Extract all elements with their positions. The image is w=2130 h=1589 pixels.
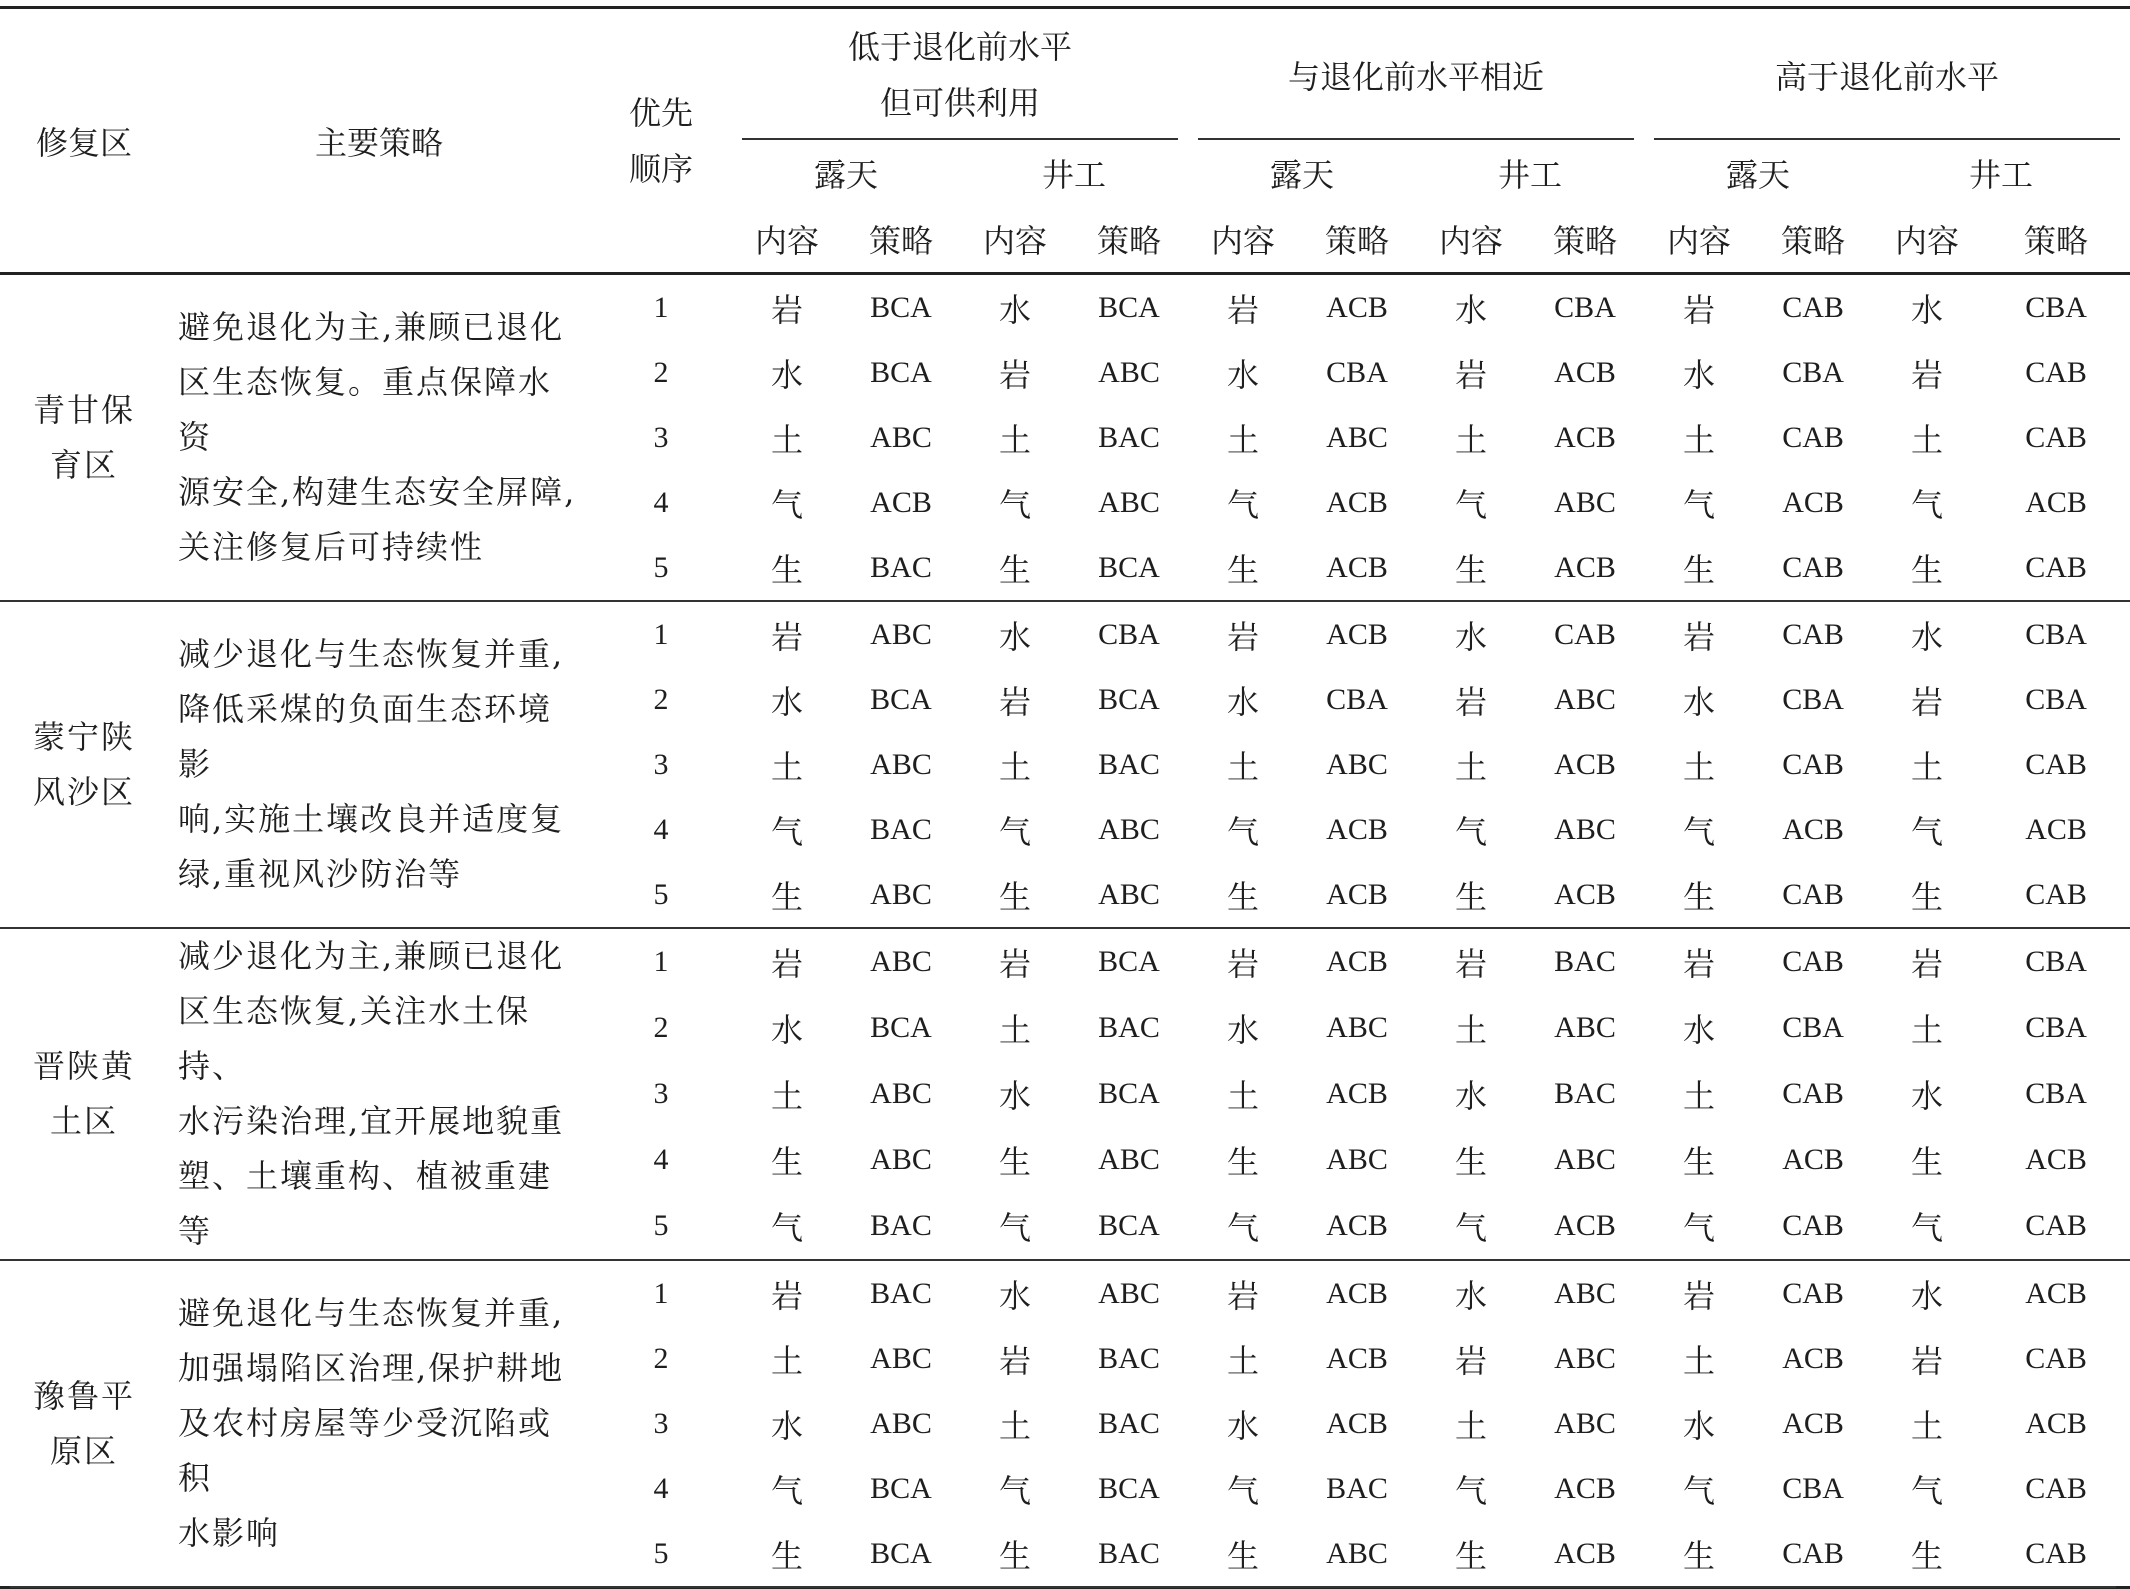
strategy-code: ACB xyxy=(1326,485,1388,519)
content-cell: 岩 xyxy=(1683,290,1716,329)
priority-order: 1 xyxy=(653,1276,669,1310)
strategy-code: ACB xyxy=(870,485,932,519)
strategy-code: ACB xyxy=(1326,290,1388,324)
priority-order: 4 xyxy=(653,1471,669,1505)
strategy-code: ACB xyxy=(1526,862,1644,928)
header-content: 内容 xyxy=(982,222,1047,260)
table-body xyxy=(0,274,2130,1588)
restoration-strategy-table xyxy=(0,6,2130,1589)
content-cell: 生 xyxy=(1227,1142,1260,1181)
content-cell: 岩 xyxy=(770,945,803,983)
content-cell: 生 xyxy=(1644,1521,1754,1588)
strategy-code: BCA xyxy=(870,682,932,716)
header-underground: 井工 xyxy=(1416,140,1644,206)
strategy-code: BCA xyxy=(1098,1076,1160,1110)
content-cell: 气 xyxy=(770,485,803,524)
strategy-code: ABC xyxy=(1554,1010,1616,1044)
content-cell: 气 xyxy=(1227,485,1260,524)
content-cell: 土 xyxy=(1227,420,1260,459)
content-cell: 生 xyxy=(1188,1521,1298,1588)
strategy-code: ABC xyxy=(1070,862,1188,928)
header-open-pit: 露天 xyxy=(732,140,960,206)
header-strat: 策略 xyxy=(868,222,933,260)
strategy-code: CAB xyxy=(1982,535,2130,601)
priority-order: 5 xyxy=(590,1193,732,1260)
strategy-code: CAB xyxy=(1782,1276,1844,1310)
priority-order: 1 xyxy=(653,290,669,324)
strategy-code: ABC xyxy=(870,1406,932,1440)
content-cell: 气 xyxy=(1911,485,1944,524)
content-cell: 岩 xyxy=(1455,682,1488,721)
priority-order: 3 xyxy=(653,1406,669,1440)
header-content: 内容 xyxy=(1211,222,1276,260)
strategy-code: BAC xyxy=(870,812,932,846)
content-cell: 气 xyxy=(998,485,1031,524)
content-cell: 水 xyxy=(998,1076,1031,1115)
content-cell: 土 xyxy=(770,420,803,459)
content-cell: 生 xyxy=(960,862,1070,928)
content-cell: 土 xyxy=(1227,1076,1260,1115)
content-cell: 岩 xyxy=(770,617,803,656)
strategy-code: BAC xyxy=(1098,1010,1160,1044)
content-cell: 岩 xyxy=(1683,1276,1716,1315)
content-cell: 生 xyxy=(1911,1142,1944,1181)
strategy-code: CAB xyxy=(1982,862,2130,928)
priority-order: 2 xyxy=(653,355,669,389)
strategy-code: ABC xyxy=(870,747,932,781)
strategy-code: ACB xyxy=(2025,1142,2087,1176)
content-cell: 岩 xyxy=(770,1276,803,1315)
content-cell: 土 xyxy=(1911,420,1944,459)
strategy-code: CAB xyxy=(1754,1193,1872,1260)
strategy-code: ACB xyxy=(1782,485,1844,519)
content-cell: 气 xyxy=(960,1193,1070,1260)
content-cell: 气 xyxy=(1872,1193,1982,1260)
strategy-code: ABC xyxy=(1298,1521,1416,1588)
strategy-code: BAC xyxy=(1554,945,1616,978)
content-cell: 岩 xyxy=(1911,355,1944,394)
strategy-code: CBA xyxy=(1782,682,1844,716)
header-region: 修复区 xyxy=(0,8,168,274)
content-cell: 生 xyxy=(1455,1142,1488,1181)
table-row xyxy=(0,1260,2130,1326)
strategy-code: ACB xyxy=(1526,1521,1644,1588)
content-cell: 岩 xyxy=(1455,1341,1488,1380)
content-cell: 水 xyxy=(1455,1076,1488,1115)
content-cell: 气 xyxy=(1455,812,1488,851)
strategy-code: BCA xyxy=(1070,535,1188,601)
strategy-code: BCA xyxy=(870,290,932,324)
strategy-code: CBA xyxy=(2025,617,2087,651)
content-cell: 岩 xyxy=(1911,1341,1944,1380)
strategy-code: ACB xyxy=(1298,535,1416,601)
strategy-code: CAB xyxy=(1782,945,1844,978)
content-cell: 水 xyxy=(1455,1276,1488,1315)
content-cell: 气 xyxy=(1455,485,1488,524)
content-cell: 气 xyxy=(1416,1193,1526,1260)
content-cell: 水 xyxy=(1227,355,1260,394)
region-name: 晋陕黄 土区 xyxy=(0,928,168,1260)
region-name: 豫鲁平 原区 xyxy=(0,1260,168,1588)
strategy-code: BAC xyxy=(842,1193,960,1260)
strategy-code: ABC xyxy=(870,1142,932,1176)
content-cell: 生 xyxy=(1872,1521,1982,1588)
header-strat: 策略 xyxy=(1325,222,1390,260)
strategy-code: ABC xyxy=(1326,1142,1388,1176)
strategy-code: BAC xyxy=(842,535,960,601)
strategy-code: BCA xyxy=(842,1521,960,1588)
content-cell: 岩 xyxy=(998,945,1031,983)
strategy-code: CAB xyxy=(1782,1076,1844,1110)
strategy-code: CBA xyxy=(2025,682,2087,716)
content-cell: 气 xyxy=(770,1471,803,1510)
strategy-code: BAC xyxy=(1098,420,1160,454)
content-cell: 土 xyxy=(1683,420,1716,459)
strategy-code: ACB xyxy=(1326,1276,1388,1310)
content-cell: 生 xyxy=(1416,862,1526,928)
content-cell: 土 xyxy=(770,747,803,786)
strategy-code: ABC xyxy=(1098,812,1160,846)
content-cell: 水 xyxy=(1455,290,1488,329)
strategy-code: ACB xyxy=(1554,747,1616,781)
header-strat: 策略 xyxy=(1553,222,1618,260)
content-cell: 生 xyxy=(1416,1521,1526,1588)
main-strategy: 减少退化为主,兼顾已退化 区生态恢复,关注水土保持、 水污染治理,宜开展地貌重 塑、土壤重构、植被重建等 xyxy=(168,928,590,1260)
content-cell: 水 xyxy=(1683,1010,1716,1049)
content-cell: 气 xyxy=(1911,1471,1944,1510)
content-cell: 生 xyxy=(960,1521,1070,1588)
content-cell: 土 xyxy=(998,1406,1031,1445)
strategy-code: ABC xyxy=(1326,747,1388,781)
content-cell: 水 xyxy=(998,290,1031,329)
table-row xyxy=(0,928,2130,995)
strategy-code: CAB xyxy=(1754,1521,1872,1588)
strategy-code: CBA xyxy=(1782,1471,1844,1505)
content-cell: 水 xyxy=(1911,617,1944,656)
content-cell: 水 xyxy=(1683,355,1716,394)
strategy-code: CBA xyxy=(2025,945,2087,978)
content-cell: 土 xyxy=(1455,1406,1488,1445)
strategy-code: ABC xyxy=(1554,1142,1616,1176)
content-cell: 气 xyxy=(1683,812,1716,851)
strategy-code: ACB xyxy=(1782,812,1844,846)
content-cell: 气 xyxy=(732,1193,842,1260)
strategy-code: ACB xyxy=(2025,485,2087,519)
content-cell: 土 xyxy=(1455,1010,1488,1049)
strategy-code: CAB xyxy=(1782,747,1844,781)
strategy-code: CAB xyxy=(1782,290,1844,324)
strategy-code: ABC xyxy=(842,862,960,928)
priority-order: 3 xyxy=(653,420,669,454)
strategy-code: ABC xyxy=(1098,1142,1160,1176)
content-cell: 土 xyxy=(770,1341,803,1380)
content-cell: 水 xyxy=(1227,682,1260,721)
strategy-code: CAB xyxy=(1982,1521,2130,1588)
strategy-code: BAC xyxy=(1070,1521,1188,1588)
strategy-code: ABC xyxy=(1098,1276,1160,1310)
strategy-code: ACB xyxy=(1326,945,1388,978)
content-cell: 水 xyxy=(1683,682,1716,721)
content-cell: 气 xyxy=(1644,1193,1754,1260)
priority-order: 5 xyxy=(590,1521,732,1588)
strategy-code: ABC xyxy=(1554,682,1616,716)
content-cell: 水 xyxy=(770,1406,803,1445)
main-strategy: 避免退化为主,兼顾已退化 区生态恢复。重点保障水资 源安全,构建生态安全屏障, 关注修复后可持续性 xyxy=(168,274,590,602)
header-content: 内容 xyxy=(754,222,819,260)
content-cell: 水 xyxy=(770,355,803,394)
strategy-code: ABC xyxy=(870,420,932,454)
strategy-code: ACB xyxy=(1782,1341,1844,1375)
priority-order: 4 xyxy=(653,1142,669,1176)
header-order: 优先 顺序 xyxy=(590,8,732,274)
content-cell: 生 xyxy=(1683,1142,1716,1181)
content-cell: 生 xyxy=(1188,862,1298,928)
content-cell: 气 xyxy=(1227,812,1260,851)
priority-order: 3 xyxy=(653,747,669,781)
header-strat: 策略 xyxy=(2024,222,2089,260)
content-cell: 气 xyxy=(1683,1471,1716,1510)
header-open-pit: 露天 xyxy=(1188,140,1416,206)
content-cell: 水 xyxy=(1683,1406,1716,1445)
content-cell: 土 xyxy=(1455,420,1488,459)
strategy-code: CBA xyxy=(1326,355,1388,389)
content-cell: 生 xyxy=(732,862,842,928)
strategy-code: BAC xyxy=(1098,747,1160,781)
table-row xyxy=(0,274,2130,341)
content-cell: 水 xyxy=(1911,290,1944,329)
header-strat: 策略 xyxy=(1097,222,1162,260)
content-cell: 土 xyxy=(1911,747,1944,786)
strategy-code: ACB xyxy=(1526,1193,1644,1260)
strategy-code: CBA xyxy=(2025,1010,2087,1044)
header-content: 内容 xyxy=(1439,222,1504,260)
strategy-code: ACB xyxy=(1298,1193,1416,1260)
content-cell: 岩 xyxy=(998,355,1031,394)
strategy-code: ABC xyxy=(870,1341,932,1375)
content-cell: 土 xyxy=(1227,747,1260,786)
content-cell: 生 xyxy=(732,1521,842,1588)
content-cell: 气 xyxy=(1911,812,1944,851)
strategy-code: CAB xyxy=(1754,862,1872,928)
content-cell: 岩 xyxy=(998,1341,1031,1380)
content-cell: 土 xyxy=(1683,1076,1716,1115)
strategy-code: ABC xyxy=(1326,420,1388,454)
content-cell: 岩 xyxy=(1683,617,1716,656)
strategy-code: ABC xyxy=(1554,1341,1616,1375)
content-cell: 岩 xyxy=(1911,945,1944,983)
strategy-code: ACB xyxy=(1554,355,1616,389)
content-cell: 生 xyxy=(1872,862,1982,928)
content-cell: 生 xyxy=(960,535,1070,601)
content-cell: 气 xyxy=(1683,485,1716,524)
header-underground: 井工 xyxy=(960,140,1188,206)
strategy-code: CAB xyxy=(2025,747,2087,781)
strategy-code: ABC xyxy=(1098,355,1160,389)
content-cell: 土 xyxy=(1911,1010,1944,1049)
strategy-code: BCA xyxy=(1098,290,1160,324)
content-cell: 气 xyxy=(770,812,803,851)
strategy-code: CBA xyxy=(1098,617,1160,651)
priority-order: 5 xyxy=(590,862,732,928)
content-cell: 岩 xyxy=(1455,945,1488,983)
strategy-code: CAB xyxy=(1782,420,1844,454)
content-cell: 土 xyxy=(770,1076,803,1115)
content-cell: 土 xyxy=(998,420,1031,459)
main-strategy: 避免退化与生态恢复并重, 加强塌陷区治理,保护耕地 及农村房屋等少受沉陷或积 水影响 xyxy=(168,1260,590,1588)
content-cell: 生 xyxy=(1188,535,1298,601)
strategy-code: ACB xyxy=(1782,1142,1844,1176)
content-cell: 生 xyxy=(1416,535,1526,601)
content-cell: 土 xyxy=(1683,1341,1716,1380)
strategy-code: CBA xyxy=(2025,1076,2087,1110)
content-cell: 气 xyxy=(998,812,1031,851)
priority-order: 3 xyxy=(653,1076,669,1110)
strategy-code: ACB xyxy=(1554,1471,1616,1505)
strategy-code: CBA xyxy=(1782,355,1844,389)
content-cell: 水 xyxy=(998,1276,1031,1315)
strategy-code: ACB xyxy=(1326,1341,1388,1375)
content-cell: 生 xyxy=(1872,535,1982,601)
strategy-code: ABC xyxy=(1554,1406,1616,1440)
content-cell: 生 xyxy=(1644,862,1754,928)
strategy-code: ABC xyxy=(1554,812,1616,846)
strategy-code: BAC xyxy=(1098,1341,1160,1375)
strategy-code: BCA xyxy=(870,1471,932,1505)
strategy-code: CAB xyxy=(1554,617,1616,651)
strategy-code: ACB xyxy=(1526,535,1644,601)
content-cell: 水 xyxy=(770,1010,803,1049)
priority-order: 2 xyxy=(653,1010,669,1044)
header-above-baseline: 高于退化前水平 xyxy=(1644,8,2130,141)
strategy-code: CAB xyxy=(1754,535,1872,601)
strategy-code: BAC xyxy=(870,1276,932,1310)
content-cell: 岩 xyxy=(770,290,803,329)
content-cell: 岩 xyxy=(1227,290,1260,329)
main-strategy: 减少退化与生态恢复并重, 降低采煤的负面生态环境影 响,实施土壤改良并适度复 绿,重视风沙防治等 xyxy=(168,601,590,928)
strategy-code: ACB xyxy=(1326,1076,1388,1110)
content-cell: 生 xyxy=(1644,535,1754,601)
strategy-code: BCA xyxy=(870,355,932,389)
strategy-code: BAC xyxy=(1554,1076,1616,1110)
content-cell: 水 xyxy=(998,617,1031,656)
content-cell: 土 xyxy=(1911,1406,1944,1445)
content-cell: 水 xyxy=(770,682,803,721)
region-name: 蒙宁陕 风沙区 xyxy=(0,601,168,928)
table-row xyxy=(0,601,2130,667)
content-cell: 土 xyxy=(998,1010,1031,1049)
header-strategy: 主要策略 xyxy=(168,8,590,274)
strategy-code: ABC xyxy=(870,1076,932,1110)
content-cell: 岩 xyxy=(998,682,1031,721)
strategy-code: ABC xyxy=(1098,485,1160,519)
content-cell: 水 xyxy=(1227,1406,1260,1445)
content-cell: 水 xyxy=(1911,1076,1944,1115)
strategy-code: ACB xyxy=(1326,1406,1388,1440)
strategy-code: ABC xyxy=(1554,1276,1616,1310)
priority-order: 1 xyxy=(653,945,669,978)
strategy-code: CBA xyxy=(1326,682,1388,716)
strategy-code: CAB xyxy=(2025,420,2087,454)
content-cell: 生 xyxy=(770,1142,803,1181)
content-cell: 岩 xyxy=(1911,682,1944,721)
strategy-code: CBA xyxy=(1782,1010,1844,1044)
strategy-code: CAB xyxy=(2025,355,2087,389)
strategy-code: BCA xyxy=(1098,945,1160,978)
content-cell: 土 xyxy=(998,747,1031,786)
content-cell: 岩 xyxy=(1683,945,1716,983)
strategy-code: BCA xyxy=(1098,682,1160,716)
priority-order: 2 xyxy=(653,682,669,716)
header-near-baseline: 与退化前水平相近 xyxy=(1188,8,1644,141)
content-cell: 气 xyxy=(1188,1193,1298,1260)
strategy-code: ACB xyxy=(1554,420,1616,454)
priority-order: 5 xyxy=(590,535,732,601)
content-cell: 气 xyxy=(1227,1471,1260,1510)
strategy-code: BCA xyxy=(1098,1471,1160,1505)
strategy-code: ABC xyxy=(1554,485,1616,519)
strategy-code: BCA xyxy=(870,1010,932,1044)
header-strat: 策略 xyxy=(1781,222,1846,260)
priority-order: 4 xyxy=(653,485,669,519)
content-cell: 水 xyxy=(1911,1276,1944,1315)
table-header xyxy=(0,8,2130,274)
strategy-code: CBA xyxy=(1554,290,1616,324)
strategy-code: ACB xyxy=(1298,862,1416,928)
content-cell: 土 xyxy=(1683,747,1716,786)
header-underground: 井工 xyxy=(1872,140,2130,206)
strategy-code: ACB xyxy=(2025,1406,2087,1440)
strategy-code: CAB xyxy=(1982,1193,2130,1260)
strategy-code: CAB xyxy=(2025,1471,2087,1505)
priority-order: 4 xyxy=(653,812,669,846)
strategy-code: CBA xyxy=(2025,290,2087,324)
priority-order: 2 xyxy=(653,1341,669,1375)
strategy-code: ABC xyxy=(870,617,932,651)
header-open-pit: 露天 xyxy=(1644,140,1872,206)
strategy-code: BAC xyxy=(1326,1471,1388,1505)
content-cell: 生 xyxy=(732,535,842,601)
content-cell: 气 xyxy=(1455,1471,1488,1510)
priority-order: 1 xyxy=(653,617,669,651)
content-cell: 岩 xyxy=(1227,1276,1260,1315)
content-cell: 岩 xyxy=(1227,617,1260,656)
strategy-code: CAB xyxy=(2025,1341,2087,1375)
header-content: 内容 xyxy=(1895,222,1960,260)
strategy-code: ABC xyxy=(1326,1010,1388,1044)
content-cell: 岩 xyxy=(1227,945,1260,983)
strategy-code: ACB xyxy=(1326,812,1388,846)
content-cell: 生 xyxy=(998,1142,1031,1181)
content-cell: 水 xyxy=(1455,617,1488,656)
strategy-code: ACB xyxy=(1326,617,1388,651)
strategy-code: CAB xyxy=(1782,617,1844,651)
content-cell: 土 xyxy=(1455,747,1488,786)
strategy-code: BCA xyxy=(1070,1193,1188,1260)
strategy-code: BAC xyxy=(1098,1406,1160,1440)
content-cell: 气 xyxy=(998,1471,1031,1510)
content-cell: 水 xyxy=(1227,1010,1260,1049)
strategy-code: ABC xyxy=(870,945,932,978)
content-cell: 岩 xyxy=(1455,355,1488,394)
strategy-code: ACB xyxy=(2025,1276,2087,1310)
region-name: 青甘保 育区 xyxy=(0,274,168,602)
strategy-code: ACB xyxy=(1782,1406,1844,1440)
header-below-baseline: 低于退化前水平 但可供利用 xyxy=(732,8,1188,141)
content-cell: 土 xyxy=(1227,1341,1260,1380)
strategy-code: ACB xyxy=(2025,812,2087,846)
header-content: 内容 xyxy=(1667,222,1732,260)
